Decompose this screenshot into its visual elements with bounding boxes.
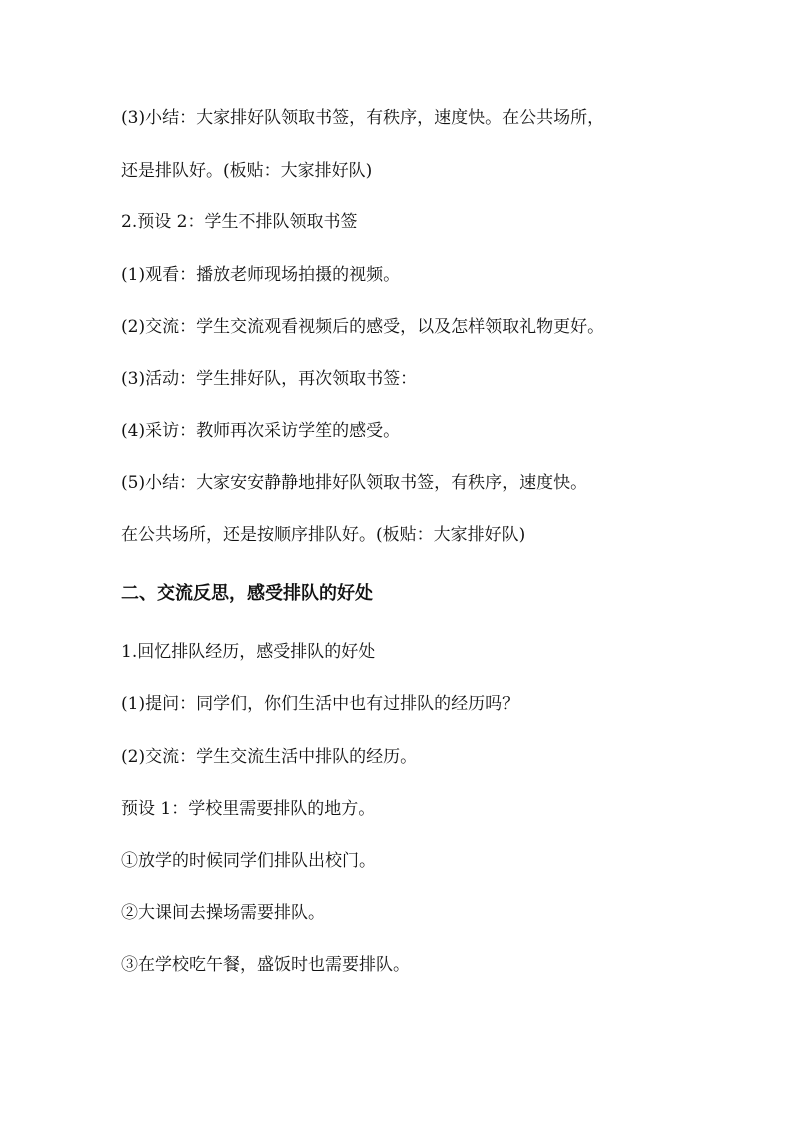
paragraph-line: (3)小结：大家排好队领取书签，有秩序，速度快。在公共场所， bbox=[121, 108, 605, 128]
paragraph-line: 预设 1：学校里需要排队的地方。 bbox=[121, 799, 376, 819]
paragraph-line: 还是排队好。(板贴：大家排好队) bbox=[121, 161, 373, 181]
paragraph-line: (2)交流：学生交流观看视频后的感受，以及怎样领取礼物更好。 bbox=[121, 317, 605, 337]
paragraph-line: 2.预设 2：学生不排队领取书签 bbox=[121, 212, 358, 232]
list-item: ②大课间去操场需要排队。 bbox=[121, 903, 325, 923]
paragraph-line: 1.回忆排队经历，感受排队的好处 bbox=[121, 642, 376, 662]
section-heading: 二、交流反思，感受排队的好处 bbox=[121, 583, 373, 604]
paragraph-line: (2)交流：学生交流生活中排队的经历。 bbox=[121, 747, 418, 767]
paragraph-line: (1)提问：同学们，你们生活中也有过排队的经历吗？ bbox=[121, 694, 520, 714]
paragraph-line: (3)活动：学生排好队，再次领取书签： bbox=[121, 369, 418, 389]
paragraph-line: (1)观看：播放老师现场拍摄的视频。 bbox=[121, 265, 401, 285]
paragraph-line: 在公共场所，还是按顺序排队好。(板贴：大家排好队) bbox=[121, 525, 526, 545]
paragraph-line: (4)采访：教师再次采访学笙的感受。 bbox=[121, 421, 401, 441]
paragraph-line: (5)小结：大家安安静静地排好队领取书签，有秩序，速度快。 bbox=[121, 473, 588, 493]
list-item: ③在学校吃午餐，盛饭时也需要排队。 bbox=[121, 955, 410, 975]
list-item: ①放学的时候同学们排队出校门。 bbox=[121, 851, 376, 871]
